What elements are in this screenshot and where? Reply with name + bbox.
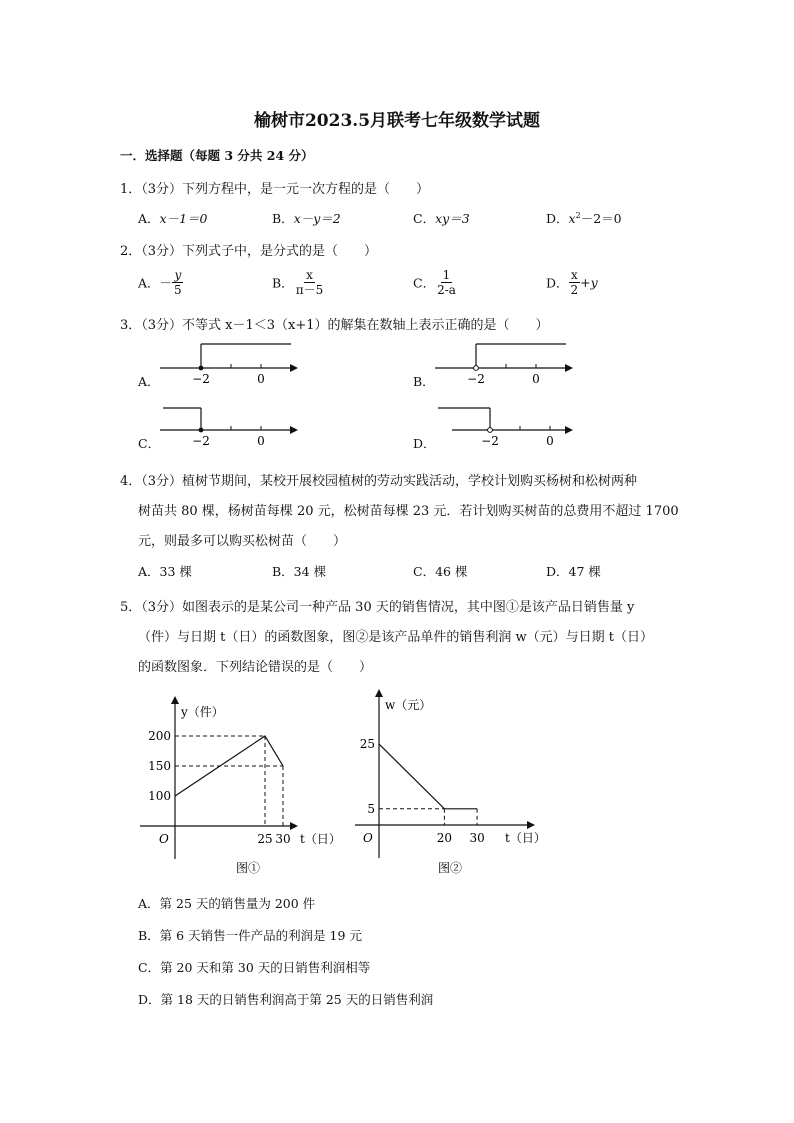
fraction: [294, 268, 326, 297]
numerator: x: [570, 268, 578, 282]
q5-option-a[interactable]: A．第 25 天的销售量为 200 件: [138, 896, 316, 911]
fraction: [435, 268, 458, 297]
y-tick-labels: [360, 737, 375, 816]
arrow-icon: [565, 426, 573, 434]
chart-title: 图①: [235, 861, 261, 875]
x-axis-arrow-icon: [527, 821, 535, 829]
y-axis-label: w（元）: [385, 698, 432, 712]
origin-label: O: [159, 832, 169, 846]
q2-option-c[interactable]: [413, 268, 458, 297]
q2-option-d[interactable]: [546, 268, 598, 297]
q5-option-d[interactable]: D．第 18 天的日销售利润高于第 25 天的日销售利润: [138, 992, 434, 1007]
option-label: A．: [138, 275, 160, 291]
y-tick-label: 200: [148, 729, 171, 743]
q1-option-d[interactable]: [546, 209, 622, 227]
y-tick-label: 5: [367, 801, 375, 816]
x-tick-labels: [437, 831, 485, 845]
question-5-line-1: 5．（3分）如图表示的是某公司一种产品 30 天的销售情况，其中图①是该产品日销售量 y: [120, 600, 635, 615]
q4-option-a[interactable]: A．33 棵: [138, 564, 192, 579]
option-text: x: [568, 211, 576, 226]
option-text: x－y＝2: [293, 211, 341, 226]
denominator: 5: [174, 283, 182, 297]
question-1-stem: 1．（3分）下列方程中，是一元一次方程的是（ ）: [120, 182, 430, 197]
q4-option-d[interactable]: D．47 棵: [546, 564, 601, 579]
x-tick-label: 20: [436, 831, 453, 845]
denominator: 2: [570, 283, 579, 297]
question-5-line-2: （件）与日期 t（日）的函数图象，图②是该产品单件的销售利润 w（元）与日期 t（日）: [138, 630, 653, 645]
question-4-line-3: 元，则最多可以购买松树苗（ ）: [138, 534, 347, 549]
y-tick-labels: [148, 729, 171, 803]
y-tick-label: 150: [148, 759, 171, 773]
y-axis-arrow-icon: [375, 689, 383, 697]
option-label: B．: [272, 211, 294, 226]
dashed-guides: [379, 809, 477, 825]
q3-option-c-label[interactable]: C．: [138, 436, 161, 451]
q4-option-b[interactable]: B．34 棵: [272, 564, 327, 579]
tick-label: −2: [192, 372, 210, 386]
q2-option-b[interactable]: [272, 268, 325, 297]
tick-label: 0: [546, 434, 554, 448]
hollow-point: [488, 428, 493, 433]
option-text: +y: [580, 275, 598, 290]
q5-option-b[interactable]: B．第 6 天销售一件产品的利润是 19 元: [138, 928, 362, 943]
question-2-stem: 2．（3分）下列式子中，是分式的是（ ）: [120, 244, 378, 259]
solid-point: [199, 428, 204, 433]
origin-label: O: [363, 831, 373, 845]
chart-unit-profit: [355, 685, 560, 885]
option-label: D．: [546, 211, 569, 226]
section-heading: 一．选择题（每题 3 分共 24 分）: [120, 148, 314, 163]
x-axis-label: t（日）: [505, 831, 546, 845]
q1-option-a[interactable]: [138, 209, 208, 227]
numerator: x: [306, 268, 313, 282]
arrow-icon: [290, 364, 298, 372]
dashed-guides: [175, 736, 283, 826]
option-text: x－1＝0: [159, 211, 208, 226]
question-3-stem: 3．（3分）不等式 x－1＜3（x+1）的解集在数轴上表示正确的是（ ）: [120, 318, 549, 333]
tick-label: 0: [257, 434, 265, 448]
tick-label: 0: [257, 372, 265, 386]
option-label: D．: [546, 275, 569, 291]
denominator: π－5: [295, 283, 324, 297]
chart-sales-volume: [140, 690, 355, 885]
q3-option-d-label[interactable]: D．: [413, 436, 436, 451]
option-label: C．: [413, 275, 436, 291]
q2-option-a[interactable]: [138, 268, 184, 297]
question-4-line-2: 树苗共 80 棵，杨树苗每棵 20 元，松树苗每棵 23 元．若计划购买树苗的总费用不超过 1700: [138, 504, 679, 519]
number-line-b: [430, 338, 575, 390]
question-4-line-1: 4．（3分）植树节期间，某校开展校园植树的劳动实践活动，学校计划购买杨树和松树两种: [120, 474, 638, 489]
arrow-icon: [290, 426, 298, 434]
y-axis-label: y（件）: [181, 705, 224, 719]
chart-title: 图②: [437, 861, 463, 875]
number-line-c: [155, 400, 300, 452]
denominator: 2-a: [437, 283, 456, 297]
arrow-icon: [565, 364, 573, 372]
x-tick-labels: [257, 832, 290, 846]
tick-label: −2: [467, 372, 485, 386]
x-tick-label: 25: [257, 832, 273, 846]
fraction: [172, 268, 184, 297]
tick-label: −2: [481, 434, 499, 448]
solid-point: [199, 366, 204, 371]
q4-option-c[interactable]: C．46 棵: [413, 564, 468, 579]
hollow-point: [474, 366, 479, 371]
exponent: 2: [575, 210, 581, 220]
q3-option-b-label[interactable]: B．: [413, 374, 435, 389]
series-line: [379, 744, 477, 809]
tick-label: −2: [192, 434, 210, 448]
option-label: C．: [413, 211, 436, 226]
tick-label: 0: [532, 372, 540, 386]
option-label: A．: [138, 211, 160, 226]
x-axis-arrow-icon: [290, 822, 298, 830]
q3-option-a-label[interactable]: A．: [138, 374, 160, 389]
fraction: [569, 268, 581, 297]
option-text: －2＝0: [580, 211, 622, 226]
x-tick-label: 30: [469, 831, 485, 845]
y-tick-label: 25: [359, 737, 375, 751]
numerator: y: [174, 268, 182, 282]
q5-option-c[interactable]: C．第 20 天和第 30 天的日销售利润相等: [138, 960, 371, 975]
question-5-line-3: 的函数图象．下列结论错误的是（ ）: [138, 660, 373, 675]
number-line-a: [155, 338, 300, 390]
minus-sign: －: [159, 275, 173, 291]
page-title: 榆树市2023.5月联考七年级数学试题: [253, 111, 541, 131]
y-tick-label: 100: [148, 789, 171, 803]
y-axis-arrow-icon: [171, 696, 179, 704]
option-label: B．: [272, 275, 294, 291]
numerator: 1: [442, 268, 451, 282]
option-text: xy＝3: [435, 211, 470, 226]
q1-option-c[interactable]: [413, 209, 470, 227]
x-tick-label: 30: [275, 832, 291, 846]
q1-option-b[interactable]: [272, 209, 341, 227]
number-line-d: [430, 400, 575, 452]
x-axis-label: t（日）: [300, 832, 341, 846]
